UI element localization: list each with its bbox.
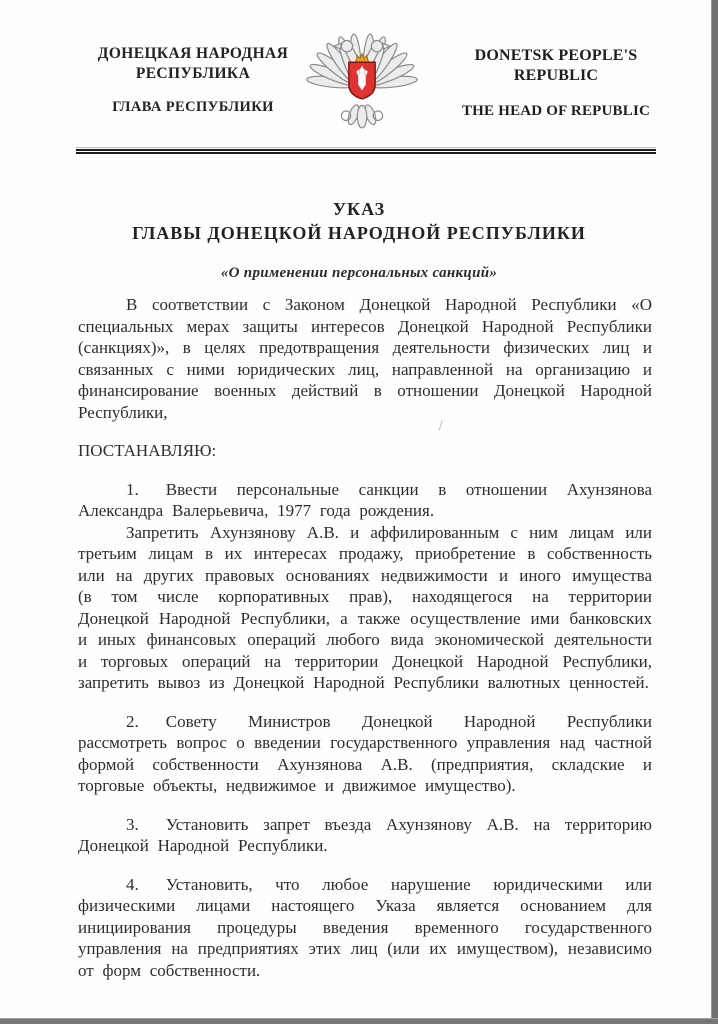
decree-title-line1: УКАЗ xyxy=(332,199,386,219)
decree-item-3 xyxy=(78,814,652,857)
item-text: Совету Министров Донецкой Народной Республики рассмотреть вопрос о введении государственного управления над частной формой собственности Ахунзянова А.В. (предприятия, складские и торговые объекты, недвижимое и движимое имущество). xyxy=(78,711,652,795)
item-text: Установить, что любое нарушение юридическими или физическими лицами настоящего Указа является основанием для инициирования процедуры введения временного государственного управления на предприятиях этих лиц (или их имуществом), независимо от форм собственности. xyxy=(78,874,652,980)
letterhead-ru-title: ДОНЕЦКАЯ НАРОДНАЯ РЕСПУБЛИКА xyxy=(97,45,289,82)
letterhead-ru-subtitle: ГЛАВА РЕСПУБЛИКИ xyxy=(112,99,274,115)
letterhead-en-subtitle: THE HEAD OF REPUBLIC xyxy=(461,103,651,119)
item-text: Ввести персональные санкции в отношении Ахунзянова Александра Валерьевича, 1977 года рождения. xyxy=(78,479,652,520)
scan-edge-bottom xyxy=(0,1018,718,1024)
item-number: 3. xyxy=(126,814,139,834)
letterhead-en-title: DONETSK PEOPLE'S REPUBLIC xyxy=(474,47,638,84)
letterhead-right xyxy=(448,46,664,120)
decree-title xyxy=(0,197,718,282)
decree-body xyxy=(78,294,652,981)
item-number: 4. xyxy=(126,874,139,894)
item-number: 2. xyxy=(126,711,139,731)
letterhead-left xyxy=(90,44,296,116)
resolution-word: ПОСТАНАВЛЯЮ: xyxy=(78,441,217,460)
item-text: Запретить Ахунзянову А.В. и аффилированным с ним лицам или третьим лицам в их интересах продажу, приобретение в собственность или на других правовых основаниях недвижимости и иного имущества (в том числе корпоративных прав), находящегося на территории Донецкой Народной Республики, а также осуществление ими банковских и иных финансовых операций любого вида экономической деятельности и торговых операций на территории Донецкой Народной Республики, запретить вывоз из Донецкой Народной Республики валютных ценностей. xyxy=(78,522,652,692)
item-number: 1. xyxy=(126,479,139,499)
scan-edge-right xyxy=(711,0,718,1024)
decree-item-1-continuation xyxy=(78,522,652,694)
preamble-paragraph: В соответствии с Законом Донецкой Народной Республики «О специальных мерах защиты интересов Донецкой Народной Республики (санкциях)», в целях предотвращения деятельности физических лиц и связанных с ними юридических лиц, направленной на организацию и финансирование военных действий в отношении Донецкой Народной Республики, xyxy=(78,295,652,422)
decree-title-line2: ГЛАВЫ ДОНЕЦКОЙ НАРОДНОЙ РЕСПУБЛИКИ xyxy=(132,223,586,243)
decree-item-1 xyxy=(78,479,652,522)
decree-item-4 xyxy=(78,874,652,982)
decree-subject: «О применении персональных санкций» xyxy=(220,265,498,281)
coat-of-arms-icon xyxy=(300,22,424,138)
decree-item-2 xyxy=(78,711,652,797)
double-rule-divider xyxy=(76,147,656,154)
item-text: Установить запрет въезда Ахунзянову А.В. на территорию Донецкой Народной Республики. xyxy=(78,814,652,855)
